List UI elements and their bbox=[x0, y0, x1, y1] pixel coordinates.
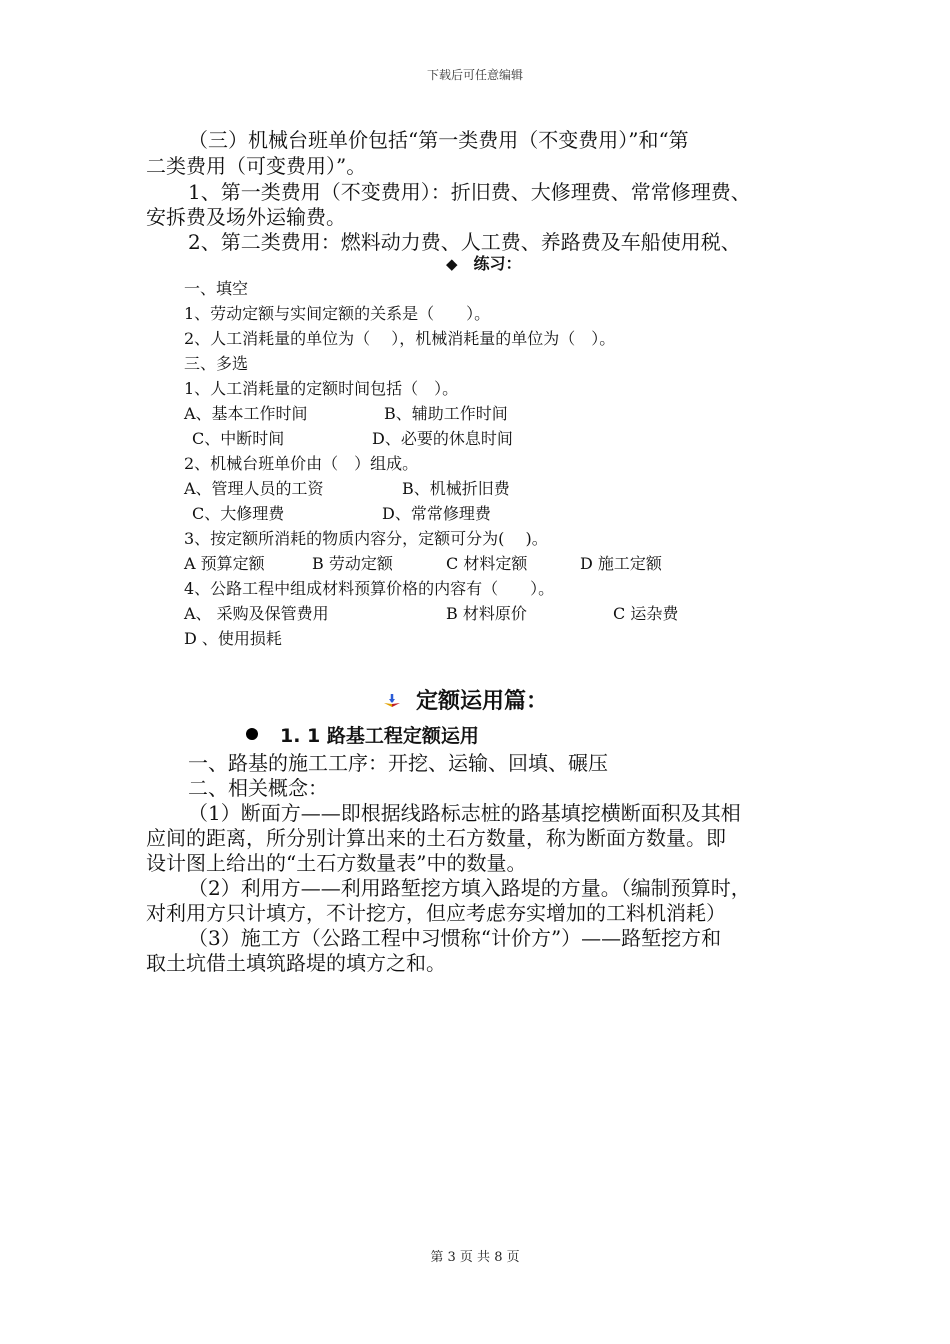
q4-option-a: A、 采购及保管费用 bbox=[184, 604, 329, 623]
multi-choice-title: 三、多选 bbox=[184, 354, 249, 373]
concept-2-line2: 对利用方只计填方，不计挖方，但应考虑夯实增加的工料机消耗） bbox=[146, 901, 726, 925]
arrow-bullet-icon bbox=[382, 693, 402, 709]
construction-process: 一、路基的施工工序：开挖、运输、回填、碾压 bbox=[188, 751, 608, 775]
q3-option-d: D 施工定额 bbox=[580, 554, 662, 573]
fill-blank-title: 一、填空 bbox=[184, 279, 249, 298]
section-title: 定额运用篇： bbox=[416, 689, 549, 714]
para-first-class-cost-line2: 安拆费及场外运输费。 bbox=[146, 205, 346, 229]
related-concepts-title: 二、相关概念： bbox=[188, 776, 328, 800]
q2-option-d: D、常常修理费 bbox=[382, 504, 491, 523]
multi-question-3: 3、按定额所消耗的物质内容分，定额可分为( )。 bbox=[184, 529, 548, 548]
q3-option-a: A 预算定额 bbox=[184, 554, 265, 573]
q4-option-b: B 材料原价 bbox=[446, 604, 527, 623]
concept-3-line2: 取土坑借土填筑路堤的填方之和。 bbox=[146, 951, 446, 975]
q1-option-a: A、基本工作时间 bbox=[184, 404, 308, 423]
subsection-title: 1. 1 路基工程定额运用 bbox=[280, 725, 479, 747]
q4-option-c: C 运杂费 bbox=[613, 604, 679, 623]
para-second-class-cost: 2、第二类费用：燃料动力费、人工费、养路费及车船使用税、 bbox=[188, 230, 741, 254]
concept-1-line1: （1）断面方——即根据线路标志桩的路基填挖横断面积及其相 bbox=[188, 801, 741, 825]
exercise-title: 练习： bbox=[473, 254, 522, 273]
q1-option-c: C、中断时间 bbox=[192, 429, 285, 448]
q1-option-b: B、辅助工作时间 bbox=[384, 404, 508, 423]
diamond-bullet-icon: ◆ bbox=[446, 255, 458, 273]
bullet-icon bbox=[246, 728, 258, 740]
page-header: 下载后可任意编辑 bbox=[426, 68, 523, 82]
multi-question-4: 4、公路工程中组成材料预算价格的内容有（ ）。 bbox=[184, 579, 555, 598]
para-first-class-cost-line1: 1、第一类费用（不变费用）：折旧费、大修理费、常常修理费、 bbox=[188, 180, 751, 204]
q2-option-c: C、大修理费 bbox=[192, 504, 285, 523]
q3-option-c: C 材料定额 bbox=[446, 554, 528, 573]
q2-option-a: A、管理人员的工资 bbox=[184, 479, 324, 498]
multi-question-2: 2、机械台班单价由（ ）组成。 bbox=[184, 454, 419, 473]
multi-question-1: 1、人工消耗量的定额时间包括（ ）。 bbox=[184, 379, 459, 398]
concept-3-line1: （3）施工方（公路工程中习惯称“计价方”）——路堑挖方和 bbox=[188, 926, 722, 950]
subsection-heading bbox=[246, 721, 479, 748]
fill-question-1: 1、劳动定额与实间定额的关系是（ ）。 bbox=[184, 304, 491, 323]
para-machine-shift-price-line1: （三）机械台班单价包括“第一类费用（不变费用）”和“第 bbox=[188, 128, 689, 152]
fill-question-2: 2、人工消耗量的单位为（ ），机械消耗量的单位为（ ）。 bbox=[184, 329, 616, 348]
q4-option-d: D 、使用损耗 bbox=[184, 629, 282, 648]
page-footer: 第 3 页 共 8 页 bbox=[430, 1250, 520, 1265]
concept-1-line3: 设计图上给出的“土石方数量表”中的数量。 bbox=[146, 851, 527, 875]
q2-option-b: B、机械折旧费 bbox=[402, 479, 510, 498]
para-machine-shift-price-line2: 二类费用（可变费用）”。 bbox=[146, 154, 367, 178]
q1-option-d: D、必要的休息时间 bbox=[372, 429, 513, 448]
q3-option-b: B 劳动定额 bbox=[312, 554, 393, 573]
exercise-heading bbox=[446, 251, 522, 274]
concept-2-line1: （2）利用方——利用路堑挖方填入路堤的方量。（编制预算时， bbox=[188, 876, 751, 900]
concept-1-line2: 应间的距离，所分别计算出来的土石方数量，称为断面方数量。即 bbox=[146, 826, 726, 850]
section-heading bbox=[382, 684, 548, 715]
